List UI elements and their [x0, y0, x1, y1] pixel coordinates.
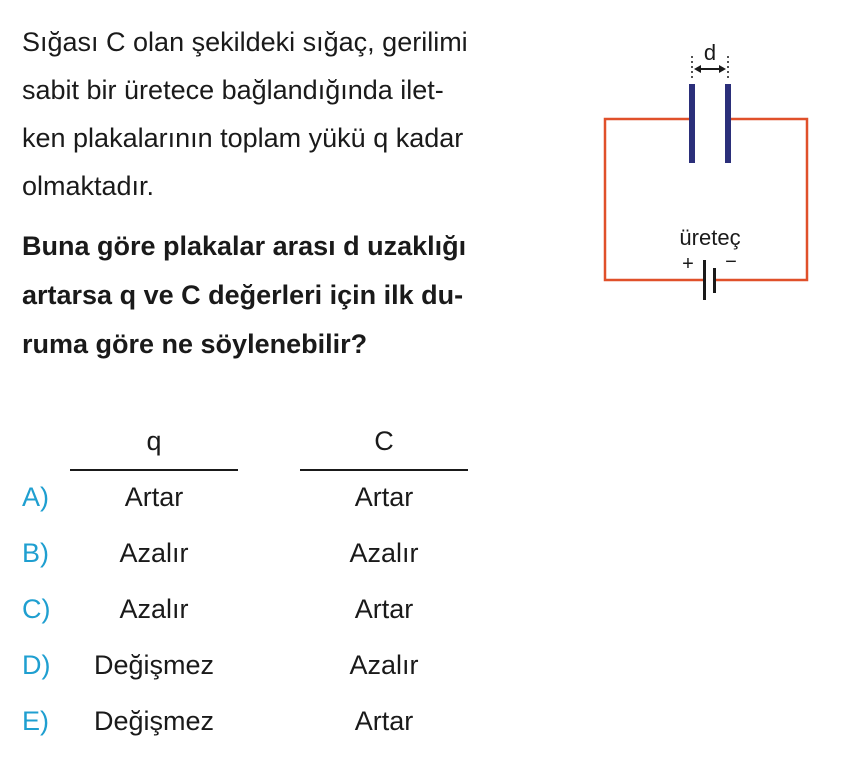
- option-e-c: Artar: [354, 706, 414, 736]
- option-d-letter[interactable]: D): [22, 650, 51, 680]
- option-c-letter[interactable]: C): [22, 594, 51, 624]
- prompt-line: artarsa q ve C değerleri için ilk du-: [22, 280, 464, 310]
- option-b-letter[interactable]: B): [22, 538, 49, 568]
- question-line: olmaktadır.: [22, 171, 155, 201]
- capacitor-circuit-diagram: [600, 40, 815, 305]
- battery-symbol: [703, 260, 716, 300]
- option-c-q: Azalır: [119, 594, 189, 624]
- option-a-c: Artar: [354, 482, 414, 512]
- option-d-q: Değişmez: [93, 650, 215, 680]
- option-a-letter[interactable]: A): [22, 482, 49, 512]
- question-line: ken plakalarının toplam yükü q kadar: [22, 123, 464, 153]
- option-b-c: Azalır: [349, 538, 419, 568]
- option-e-q: Değişmez: [93, 706, 215, 736]
- prompt-line: Buna göre plakalar arası d uzaklığı: [22, 231, 467, 261]
- column-header-c: C: [374, 426, 394, 456]
- minus-sign: −: [725, 251, 737, 273]
- option-b-q: Azalır: [119, 538, 189, 568]
- question-line: Sığası C olan şekildeki sığaç, gerilimi: [22, 27, 468, 57]
- column-rule-q: [70, 469, 238, 471]
- column-header-q: q: [146, 426, 162, 456]
- plus-sign: +: [682, 253, 694, 275]
- circuit-wires: [605, 119, 807, 280]
- prompt-line: ruma göre ne söylenebilir?: [22, 329, 368, 359]
- question-line: sabit bir üretece bağlandığında ilet-: [22, 75, 444, 105]
- question-prompt: [22, 222, 582, 369]
- distance-arrow: [694, 65, 726, 73]
- column-rule-c: [300, 469, 468, 471]
- option-a-q: Artar: [124, 482, 184, 512]
- capacitor-plate-right: [725, 84, 731, 163]
- distance-label: d: [703, 40, 717, 65]
- option-e-letter[interactable]: E): [22, 706, 49, 736]
- question-text: [22, 18, 582, 210]
- option-c-c: Artar: [354, 594, 414, 624]
- source-label: üreteç: [679, 225, 741, 250]
- option-d-c: Azalır: [349, 650, 419, 680]
- capacitor-plate-left: [689, 84, 695, 163]
